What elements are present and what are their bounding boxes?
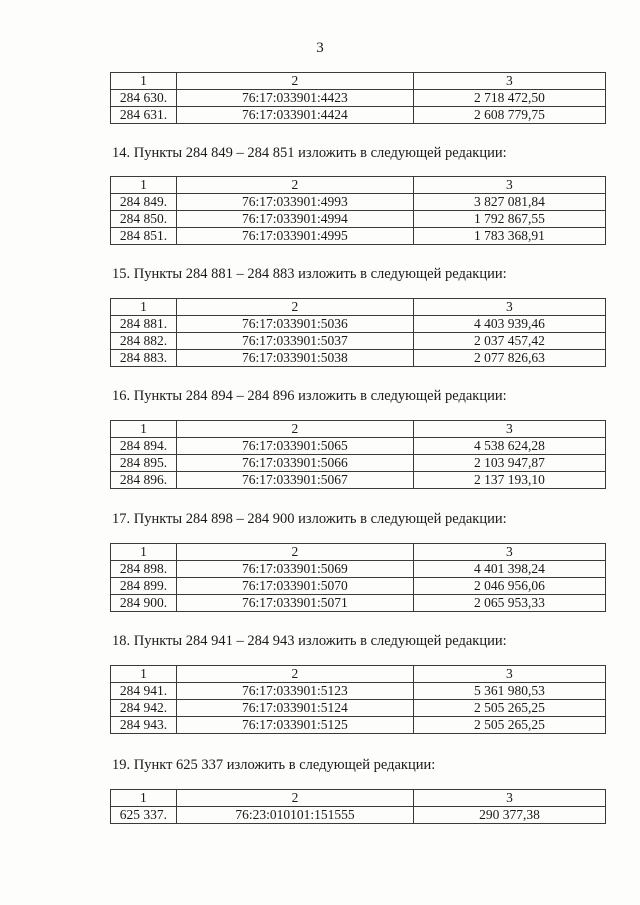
table-row bbox=[111, 316, 606, 333]
section-heading-15: 15. Пункты 284 881 – 284 883 изложить в следующей редакции: bbox=[112, 266, 507, 282]
table-row bbox=[111, 578, 606, 595]
item-number: 284 849. bbox=[111, 194, 177, 211]
table-header-row bbox=[111, 73, 606, 90]
column-header: 3 bbox=[413, 666, 605, 683]
cadastral-number: 76:17:033901:5069 bbox=[176, 561, 413, 578]
table-row bbox=[111, 472, 606, 489]
table-row bbox=[111, 350, 606, 367]
table-row bbox=[111, 595, 606, 612]
cadastral-number: 76:17:033901:5070 bbox=[176, 578, 413, 595]
table-row bbox=[111, 683, 606, 700]
cadastral-number: 76:23:010101:151555 bbox=[176, 807, 413, 824]
column-header: 1 bbox=[111, 73, 177, 90]
table-block-1 bbox=[110, 176, 606, 245]
cadastral-value: 2 608 779,75 bbox=[413, 107, 605, 124]
cadastral-value: 4 401 398,24 bbox=[413, 561, 605, 578]
cadastral-number: 76:17:033901:5071 bbox=[176, 595, 413, 612]
cadastral-value: 2 718 472,50 bbox=[413, 90, 605, 107]
column-header: 1 bbox=[111, 666, 177, 683]
cadastral-value: 2 046 956,06 bbox=[413, 578, 605, 595]
section-heading-14: 14. Пункты 284 849 – 284 851 изложить в следующей редакции: bbox=[112, 145, 507, 161]
column-header: 1 bbox=[111, 421, 177, 438]
item-number: 284 883. bbox=[111, 350, 177, 367]
table-row bbox=[111, 717, 606, 734]
table-block-2 bbox=[110, 298, 606, 367]
item-number: 284 631. bbox=[111, 107, 177, 124]
cadastral-value: 2 505 265,25 bbox=[413, 717, 605, 734]
item-number: 284 942. bbox=[111, 700, 177, 717]
table-block-6 bbox=[110, 789, 606, 824]
table-header-row bbox=[111, 421, 606, 438]
cadastral-value: 290 377,38 bbox=[414, 807, 606, 824]
cadastral-number: 76:17:033901:4424 bbox=[176, 107, 413, 124]
cadastral-number: 76:17:033901:4995 bbox=[176, 228, 413, 245]
table-header-row bbox=[111, 790, 606, 807]
cadastral-number: 76:17:033901:5036 bbox=[176, 316, 413, 333]
item-number: 284 896. bbox=[111, 472, 177, 489]
cadastral-number: 76:17:033901:4993 bbox=[176, 194, 413, 211]
column-header: 2 bbox=[176, 177, 413, 194]
column-header: 3 bbox=[413, 177, 605, 194]
table-row bbox=[111, 228, 606, 245]
column-header: 2 bbox=[176, 421, 413, 438]
column-header: 3 bbox=[413, 299, 605, 316]
item-number: 284 882. bbox=[111, 333, 177, 350]
cadastral-number: 76:17:033901:5067 bbox=[176, 472, 413, 489]
section-heading-17: 17. Пункты 284 898 – 284 900 изложить в следующей редакции: bbox=[112, 511, 507, 527]
cadastral-value: 2 077 826,63 bbox=[413, 350, 605, 367]
item-number: 284 941. bbox=[111, 683, 177, 700]
column-header: 1 bbox=[111, 790, 177, 807]
cadastral-value: 2 065 953,33 bbox=[413, 595, 605, 612]
item-number: 284 630. bbox=[111, 90, 177, 107]
cadastral-number: 76:17:033901:5066 bbox=[176, 455, 413, 472]
cadastral-value: 2 505 265,25 bbox=[413, 700, 605, 717]
section-heading-16: 16. Пункты 284 894 – 284 896 изложить в следующей редакции: bbox=[112, 388, 507, 404]
column-header: 3 bbox=[413, 421, 605, 438]
table-block-3 bbox=[110, 420, 606, 489]
column-header: 2 bbox=[176, 666, 413, 683]
cadastral-number: 76:17:033901:5124 bbox=[176, 700, 413, 717]
cadastral-number: 76:17:033901:5037 bbox=[176, 333, 413, 350]
table-row bbox=[111, 438, 606, 455]
cadastral-value: 3 827 081,84 bbox=[413, 194, 605, 211]
item-number: 284 899. bbox=[111, 578, 177, 595]
item-number: 284 881. bbox=[111, 316, 177, 333]
cadastral-number: 76:17:033901:5123 bbox=[176, 683, 413, 700]
cadastral-value: 1 783 368,91 bbox=[413, 228, 605, 245]
cadastral-number: 76:17:033901:4994 bbox=[176, 211, 413, 228]
column-header: 3 bbox=[413, 544, 605, 561]
table-row bbox=[111, 700, 606, 717]
column-header: 2 bbox=[176, 544, 413, 561]
column-header: 1 bbox=[111, 544, 177, 561]
table-row bbox=[111, 455, 606, 472]
cadastral-value: 4 538 624,28 bbox=[413, 438, 605, 455]
table-header-row bbox=[111, 299, 606, 316]
page-number: 3 bbox=[316, 40, 324, 56]
item-number: 625 337. bbox=[111, 807, 177, 824]
item-number: 284 898. bbox=[111, 561, 177, 578]
column-header: 2 bbox=[176, 790, 413, 807]
cadastral-value: 2 037 457,42 bbox=[413, 333, 605, 350]
item-number: 284 851. bbox=[111, 228, 177, 245]
cadastral-value: 2 103 947,87 bbox=[413, 455, 605, 472]
table-header-row bbox=[111, 544, 606, 561]
table-header-row bbox=[111, 177, 606, 194]
cadastral-number: 76:17:033901:4423 bbox=[176, 90, 413, 107]
table-block-0 bbox=[110, 72, 606, 124]
cadastral-number: 76:17:033901:5125 bbox=[176, 717, 413, 734]
cadastral-number: 76:17:033901:5065 bbox=[176, 438, 413, 455]
column-header: 3 bbox=[413, 73, 605, 90]
item-number: 284 943. bbox=[111, 717, 177, 734]
item-number: 284 894. bbox=[111, 438, 177, 455]
table-row bbox=[111, 211, 606, 228]
item-number: 284 850. bbox=[111, 211, 177, 228]
item-number: 284 895. bbox=[111, 455, 177, 472]
table-row bbox=[111, 107, 606, 124]
column-header: 2 bbox=[176, 73, 413, 90]
table-block-4 bbox=[110, 543, 606, 612]
item-number: 284 900. bbox=[111, 595, 177, 612]
table-block-5 bbox=[110, 665, 606, 734]
section-heading-19: 19. Пункт 625 337 изложить в следующей редакции: bbox=[112, 757, 436, 773]
table-row bbox=[111, 90, 606, 107]
table-row bbox=[111, 333, 606, 350]
cadastral-value: 1 792 867,55 bbox=[413, 211, 605, 228]
column-header: 2 bbox=[176, 299, 413, 316]
cadastral-value: 5 361 980,53 bbox=[413, 683, 605, 700]
column-header: 1 bbox=[111, 177, 177, 194]
cadastral-value: 2 137 193,10 bbox=[413, 472, 605, 489]
table-header-row bbox=[111, 666, 606, 683]
table-row bbox=[111, 561, 606, 578]
column-header: 3 bbox=[414, 790, 606, 807]
section-heading-18: 18. Пункты 284 941 – 284 943 изложить в следующей редакции: bbox=[112, 633, 507, 649]
table-row bbox=[111, 194, 606, 211]
table-row bbox=[111, 807, 606, 824]
cadastral-number: 76:17:033901:5038 bbox=[176, 350, 413, 367]
cadastral-value: 4 403 939,46 bbox=[413, 316, 605, 333]
column-header: 1 bbox=[111, 299, 177, 316]
